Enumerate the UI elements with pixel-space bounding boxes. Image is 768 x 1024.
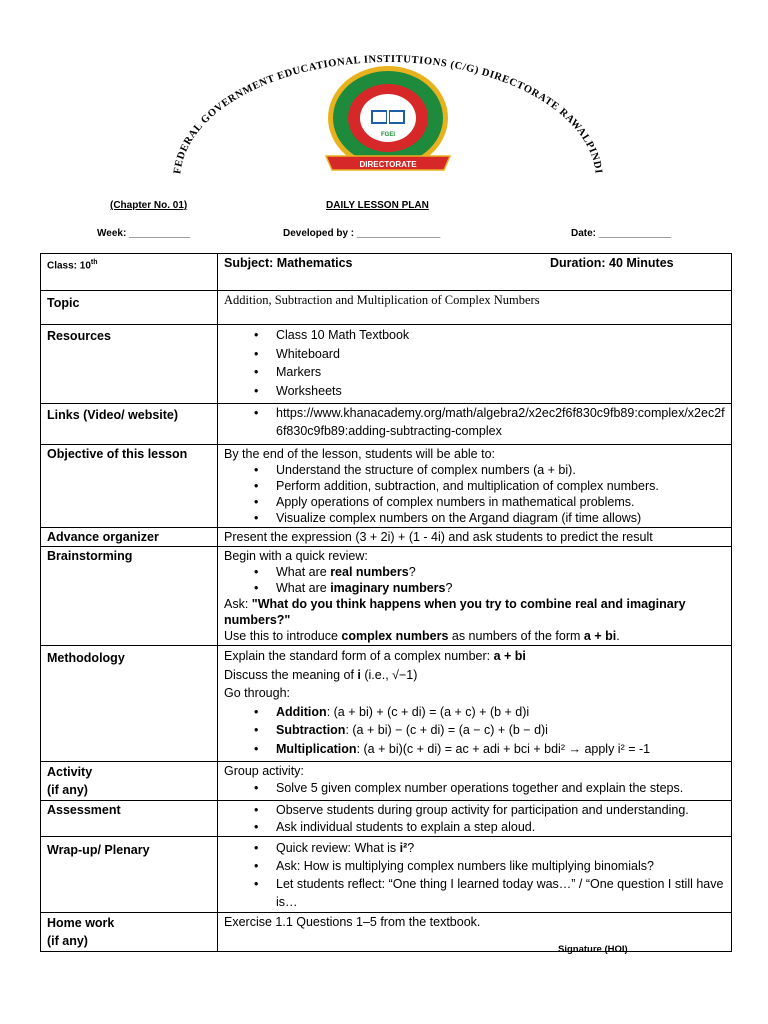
activity-row [41, 762, 732, 801]
brainstorming-row [41, 547, 732, 646]
advance-organizer-text: Present the expression (3 + 2i) + (1 - 4i) and ask students to predict the result [218, 528, 732, 547]
wrapup-list [224, 839, 725, 911]
list-item: • Ask individual students to explain a step aloud. [276, 819, 725, 836]
brainstorming-intro: Begin with a quick review: [224, 549, 368, 563]
class-label: Class: 10 [47, 260, 91, 272]
brainstorming-list [224, 564, 725, 596]
brainstorming-use: Use this to introduce complex numbers as numbers of the form a + bi. [224, 629, 620, 643]
class-cell [41, 254, 218, 291]
homework-row [41, 913, 732, 952]
activity-list [224, 780, 725, 797]
list-item: • Whiteboard [276, 345, 725, 364]
resources-row [41, 325, 732, 404]
methodology-line-3: Go through: [224, 686, 291, 700]
date-field: Date: _____________ [571, 228, 672, 239]
list-item: • What are imaginary numbers? [276, 580, 725, 596]
class-superscript: th [90, 259, 98, 266]
logo-inner-text: FGEI [380, 132, 396, 138]
links-row [41, 404, 732, 445]
list-item: • Let students reflect: “One thing I learned today was…” / “One question I still have is… [276, 875, 725, 911]
objective-row [41, 445, 732, 528]
links-label: Links (Video/ website) [41, 404, 218, 445]
resources-list [224, 326, 725, 400]
khanacademy-link[interactable]: • https://www.khanacademy.org/math/algebra2/x2ec2f6f830c9fb89:complex/x2ec2f6f830c9fb89:adding-subtracting-complex [276, 405, 725, 440]
links-list [224, 405, 725, 440]
topic-label: Topic [41, 291, 218, 325]
plan-title: DAILY LESSON PLAN [326, 200, 429, 211]
list-item: • Observe students during group activity for participation and understanding. [276, 802, 725, 819]
list-item: • Apply operations of complex numbers in mathematical problems. [276, 494, 725, 510]
list-item: • Ask: How is multiplying complex numbers like multiplying binomials? [276, 857, 725, 875]
brainstorming-ask: Ask: "What do you think happens when you try to combine real and imaginary numbers?" [224, 597, 686, 627]
methodology-row [41, 646, 732, 762]
topic-row [41, 291, 732, 325]
advance-organizer-row [41, 528, 732, 547]
logo-arc-text: FEDERAL GOVERNMENT EDUCATIONAL INSTITUTIONS (C/G) DIRECTORATE RAWALPINDI [172, 53, 604, 175]
brainstorming-label: Brainstorming [41, 547, 218, 646]
week-field: Week: ___________ [97, 228, 191, 239]
logo-banner-text: DIRECTORATE [359, 160, 417, 169]
activity-label: Activity (if any) [41, 762, 218, 801]
duration-label: Duration: 40 Minutes [550, 256, 674, 270]
subject-label: Subject: Mathematics [224, 256, 353, 270]
topic-text: Addition, Subtraction and Multiplication of Complex Numbers [218, 291, 732, 325]
assessment-label: Assessment [41, 801, 218, 837]
list-item: • Perform addition, subtraction, and multiplication of complex numbers. [276, 478, 725, 494]
advance-organizer-label: Advance organizer [41, 528, 218, 547]
homework-text: Exercise 1.1 Questions 1–5 from the textbook. [218, 913, 732, 952]
info-row [41, 254, 732, 291]
methodology-line-1: Explain the standard form of a complex number: a + bi [224, 649, 526, 663]
lesson-plan-table [40, 253, 732, 952]
signature-label: Signature (HOI) [558, 944, 628, 955]
developed-by-field: Developed by : _______________ [283, 228, 441, 239]
objective-intro: By the end of the lesson, students will be able to: [224, 447, 496, 461]
resources-label: Resources [41, 325, 218, 404]
assessment-list [224, 802, 725, 835]
list-item: • Multiplication: (a + bi)(c + di) = ac + adi + bci + bdi² → apply i² = -1 [276, 740, 725, 759]
methodology-label: Methodology [41, 646, 218, 762]
list-item: • Class 10 Math Textbook [276, 326, 725, 345]
list-item: • What are real numbers? [276, 564, 725, 580]
list-item: • Addition: (a + bi) + (c + di) = (a + c) + (b + d)i [276, 703, 725, 722]
list-item: • Markers [276, 363, 725, 382]
wrapup-row [41, 837, 732, 913]
list-item: • Subtraction: (a + bi) − (c + di) = (a − c) + (b − d)i [276, 721, 725, 740]
list-item: • Worksheets [276, 382, 725, 401]
list-item: • Quick review: What is i²? [276, 839, 725, 857]
wrapup-label: Wrap-up/ Plenary [41, 837, 218, 913]
subject-duration-cell [218, 254, 732, 291]
list-item: • Solve 5 given complex number operations together and explain the steps. [276, 780, 725, 797]
objective-label: Objective of this lesson [41, 445, 218, 528]
chapter-number: (Chapter No. 01) [110, 200, 188, 211]
list-item: • Understand the structure of complex numbers (a + bi). [276, 462, 725, 478]
directorate-logo [168, 52, 608, 192]
assessment-row [41, 801, 732, 837]
homework-label: Home work (if any) [41, 913, 218, 952]
methodology-list [224, 703, 725, 759]
activity-intro: Group activity: [224, 764, 304, 778]
list-item: • Visualize complex numbers on the Argand diagram (if time allows) [276, 510, 725, 526]
objective-list [224, 462, 725, 526]
methodology-line-2: Discuss the meaning of i (i.e., √−1) [224, 667, 418, 682]
